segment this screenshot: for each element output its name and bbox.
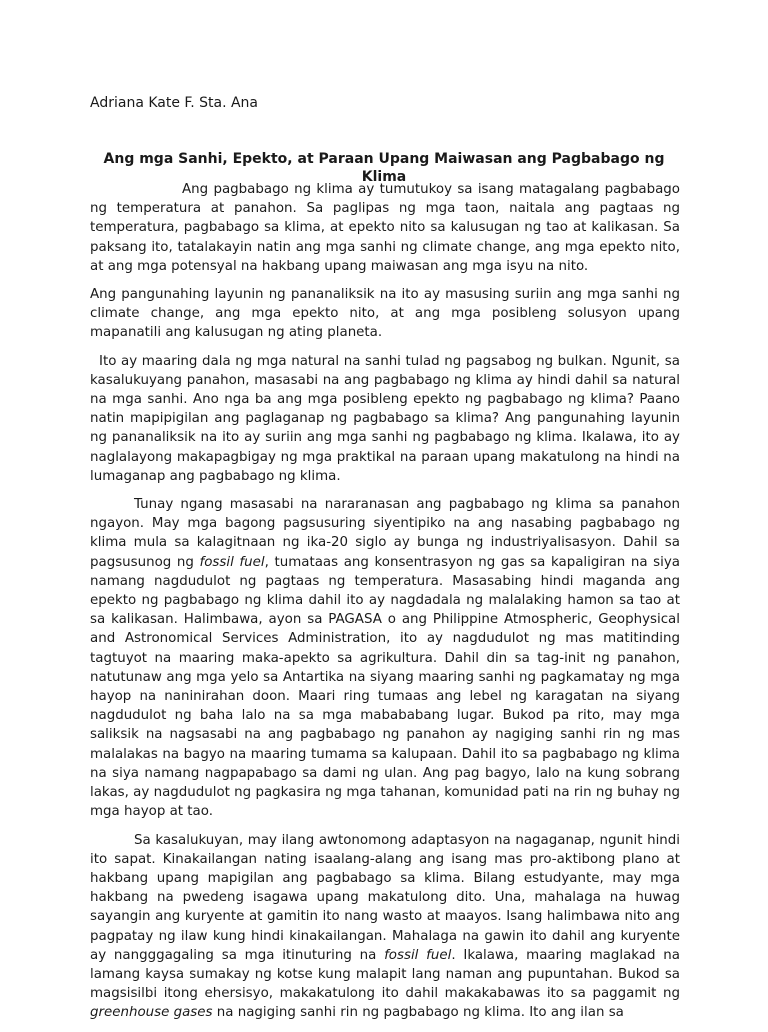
author-name: Adriana Kate F. Sta. Ana <box>90 95 258 111</box>
emphasis-fossil-fuel: fossil fuel <box>384 947 452 963</box>
paragraph-causes: Ito ay maaring dala ng mga natural na sanhi tulad ng pagsabog ng bulkan. Ngunit, sa kasalukuyang panahon, masasabi na ang pagbabago ng klima ay hindi dahil sa natural na mga sanhi. Ano nga ba ang mga posibleng epekto ng pagbabago ng klima? Paano natin mapipigilan ang paglaganap ng pagbabago sa klima? Ang pangunahing layunin ng pananaliksik na ito ay suriin ang mga sanhi ng pagbabago ng klima. Ikalawa, ito ay naglalayong makapagbigay ng mga praktikal na paraan upang makatulong na hindi na lumaganap ang pagbabago ng klima. <box>90 353 680 484</box>
text-run: Tunay ngang masasabi na nararanasan ang pagbabago ng klima sa panahon ngayon. May mga bagong pagsusuring siyentipiko na ang nasabing pagbabago ng klima mula sa kalagitnaan ng ika-20 siglo ay bunga ng industriyalisasyon. Dahil sa pagsusunog ng <box>90 497 680 570</box>
text-run: . Ikalawa, maaring maglakad na lamang kaysa sumakay ng kotse kung malapit lang naman ang pupuntahan. Bukod sa magsisilbi itong ehersisyo, makakatulong ito dahil makakabawas ito sa paggamit ng <box>90 947 681 1002</box>
paragraph-objective: Ang pangunahing layunin ng pananaliksik na ito ay masusing suriin ang mga sanhi ng climate change, ang mga epekto nito, at ang mga posibleng solusyon upang mapanatili ang kalusugan ng ating planeta. <box>90 287 680 341</box>
text-run: Sa kasalukuyan, may ilang awtonomong adaptasyon na nagaganap, ngunit hindi ito sapat. Kinakailangan nating isaalang-alang ang isang mas pro-aktibong plano at hakbang upang mapigilan ang pagbabago sa klima. Bilang estudyante, may mga hakbang na pwedeng isagawa upang makatulong dito. Una, mahalaga na huwag sayangin ang kuryente at gamitin ito nang wasto at maayos. Isang halimbawa nito ang pagpatay ng ilaw kung hindi kinakailangan. Mahalaga na gawin ito dahil ang kuryente ay nangggagaling sa mga itinuturing na <box>90 832 680 963</box>
text-run: , tumataas ang konsentrasyon ng gas sa kapaligiran na siya namang nagdudulot ng pagtaas ng temperatura. Masasabing hindi maganda ang epekto ng pagbabago ng klima dahil ito ay nagdadala ng malalaking hamon sa tao at sa kalikasan. Halimbawa, ayon sa PAGASA o ang Philippine Atmospheric, Geophysical and Astronomical Services Administration, ito ay nagdudulot ng mas matitinding tagtuyot na maaring maka-apekto sa agrikultura. Dahil din sa tag-init ng panahon, natutunaw ang mga yelo sa Antartika na siyang maaring sanhi ng pagkamatay ng mga hayop na naninirahan doon. Maari ring tumaas ang lebel ng karagatan na siyang nagdudulot ng baha lalo na sa mga mabababang lugar. Bukod pa rito, may mga saliksik na nagsasabi na ang pagbabago ng panahon ay nagiging sanhi rin ng mas malalakas na bagyo na maaring tumama sa kalupaan. Dahil ito sa pagbabago ng klima na siya namang nagpapabago sa dami ng ulan. Ang pag bagyo, lalo na kung sobrang lakas, ay nagdudulot ng pagkasira ng mga tahanan, komunidad pati na rin ng buhay ng mga hayop at tao. <box>90 554 680 820</box>
paragraph-solutions <box>90 831 680 1023</box>
document-body <box>90 180 680 1032</box>
paragraph-introduction: Ang pagbabago ng klima ay tumutukoy sa isang matagalang pagbabago ng temperatura at panahon. Sa paglipas ng mga taon, naitala ang pagtaas ng temperatura, pagbabago sa klima, at epekto nito sa kalusugan ng tao at kalikasan. Sa paksang ito, tatalakayin natin ang mga sanhi ng climate change, ang mga epekto nito, at ang mga potensyal na hakbang upang maiwasan ang mga isyu na nito. <box>90 182 680 274</box>
text-run: na nagiging sanhi rin ng pagbabago ng klima. Ito ang ilan sa <box>212 1005 624 1021</box>
emphasis-fossil-fuel: fossil fuel <box>199 554 265 570</box>
document-title: Ang mga Sanhi, Epekto, at Paraan Upang Maiwasan ang Pagbabago ng Klima <box>103 151 665 185</box>
paragraph-effects <box>90 495 680 821</box>
emphasis-greenhouse-gases: greenhouse gases <box>90 1005 213 1021</box>
